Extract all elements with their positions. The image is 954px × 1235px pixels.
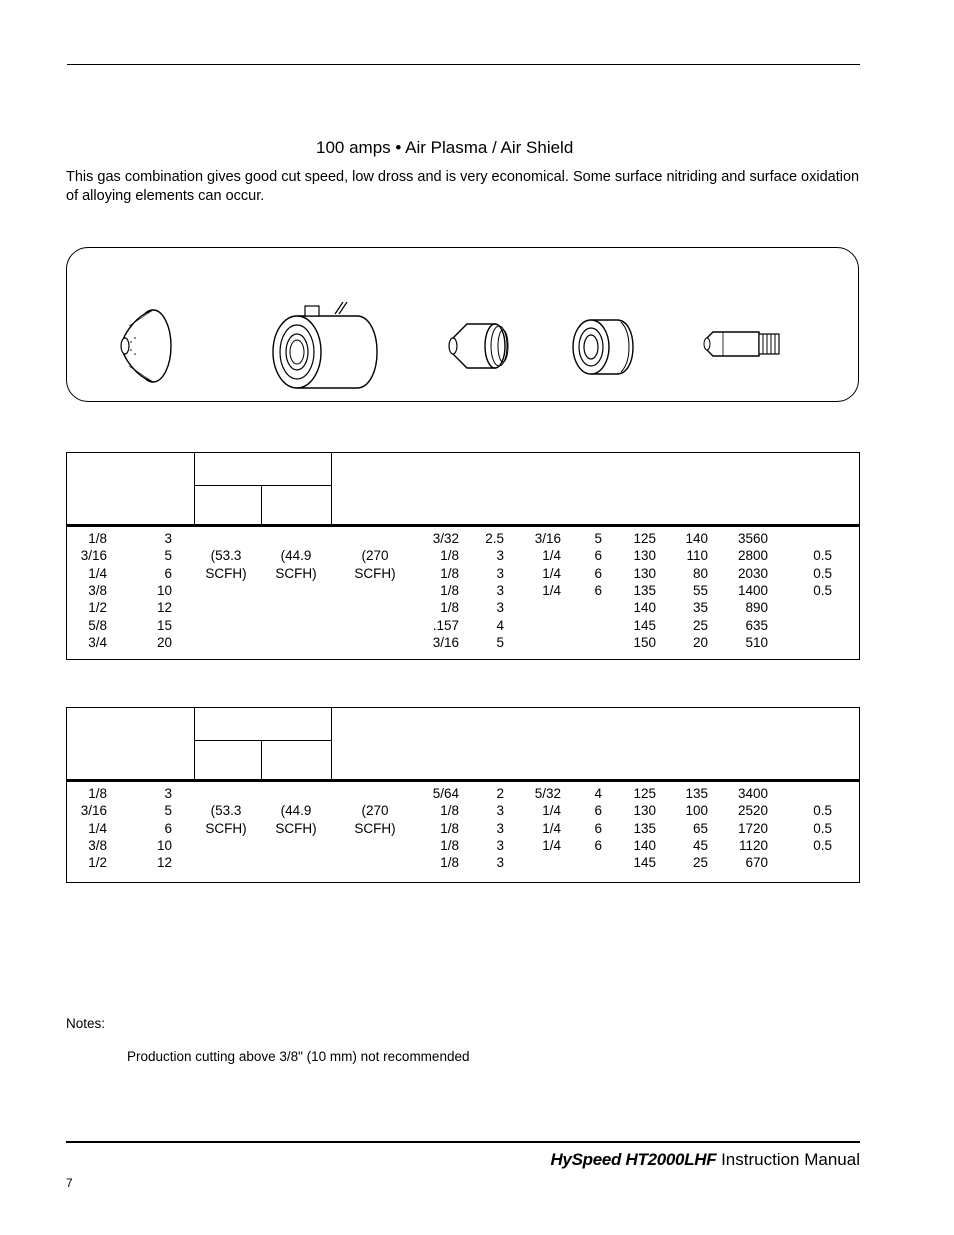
table-cell: 1/8 — [440, 600, 459, 616]
table-cell: 2520 — [737, 803, 768, 819]
table-cell: SCFH) — [354, 820, 396, 836]
table-cell: 2800 — [737, 548, 768, 564]
table-cell: SCFH) — [354, 565, 396, 581]
electrode-icon — [701, 328, 783, 360]
intro-text: This gas combination gives good cut speed, low dross and is very economical. Some surface nitriding and surface oxidation of alloying elements can occur. — [66, 169, 860, 204]
table-cell: 1/4 — [88, 820, 107, 836]
table-cell: 150 — [633, 634, 656, 650]
table-cell: 6 — [594, 548, 602, 564]
table-cell: 135 — [633, 820, 656, 836]
table-cell: 35 — [692, 600, 708, 616]
table-cell: 130 — [633, 565, 656, 581]
table-cell: (270 — [361, 548, 389, 564]
table-cell: 3 — [496, 582, 504, 598]
table-cell: 0.5 — [813, 565, 832, 581]
table-cell: 0.5 — [813, 548, 832, 564]
table-cell: 100 — [685, 803, 708, 819]
product-name: HySpeed HT2000LHF — [550, 1150, 717, 1169]
table-cell: 2.5 — [485, 531, 504, 546]
table-cell: 6 — [594, 803, 602, 819]
table-cell: SCFH) — [275, 820, 317, 836]
table-cell: 135 — [633, 582, 656, 598]
table-cell: 1/8 — [88, 786, 107, 801]
consumables-panel — [66, 247, 859, 402]
table-cell: 10 — [156, 582, 172, 598]
page-number: 7 — [66, 1176, 73, 1190]
table-cell: 5 — [496, 634, 504, 650]
nozzle-icon — [445, 318, 510, 373]
table-cell: 3560 — [737, 531, 768, 546]
table-cell: 5 — [164, 548, 172, 564]
footer-title — [550, 1150, 860, 1170]
table-cell: 2 — [496, 786, 504, 801]
table-cell: 10 — [156, 837, 172, 853]
table-cell: 1/8 — [440, 548, 459, 564]
table-cell: 1/8 — [440, 565, 459, 581]
table-cell: 6 — [164, 820, 172, 836]
notes-label: Notes: — [66, 1016, 106, 1031]
table-cell: 3/8 — [88, 837, 107, 853]
table-cell: 5/8 — [88, 617, 107, 633]
table-cell: 3 — [496, 820, 504, 836]
table-cell: 12 — [156, 855, 172, 871]
table-cell: 6 — [164, 565, 172, 581]
table-cell: 635 — [745, 617, 768, 633]
table-cell: 3400 — [737, 786, 768, 801]
table-cell: 3 — [164, 786, 172, 801]
table-cell: 1/4 — [542, 837, 561, 853]
table-cell: 510 — [745, 634, 768, 650]
table-cell: (44.9 — [280, 803, 312, 819]
table-cell: 3/32 — [432, 531, 459, 546]
footer-rule — [66, 1141, 860, 1143]
table-cell: 3/4 — [88, 634, 107, 650]
table-cell: 3 — [496, 565, 504, 581]
table-cell: 20 — [156, 634, 172, 650]
table-cell: 2030 — [737, 565, 768, 581]
table-cell: 3 — [496, 548, 504, 564]
top-rule — [67, 64, 860, 65]
manual-label: Instruction Manual — [716, 1150, 860, 1169]
table-cell: (53.3 — [210, 803, 242, 819]
table-cell: 3 — [496, 837, 504, 853]
swirl-ring-icon — [569, 316, 637, 378]
table-cell: 3 — [496, 600, 504, 616]
table-cell: 145 — [633, 617, 656, 633]
table-cell: 670 — [745, 855, 768, 871]
table-cell: SCFH) — [275, 565, 317, 581]
section-heading: 100 amps • Air Plasma / Air Shield — [316, 138, 574, 157]
table-cell: 6 — [594, 582, 602, 598]
table-cell: 45 — [692, 837, 708, 853]
table-cell: 3 — [164, 531, 172, 546]
table-cell: 1400 — [737, 582, 768, 598]
table-cell: 1120 — [738, 837, 768, 853]
table-cell: 3 — [496, 803, 504, 819]
table-cell: 80 — [692, 565, 708, 581]
retaining-cap-icon — [267, 300, 382, 395]
table-cell: 3/16 — [80, 548, 107, 564]
table-cell: 55 — [692, 582, 708, 598]
note-item: Production cutting above 3/8" (10 mm) not recommended — [127, 1049, 470, 1064]
table-cell: 1/2 — [88, 600, 107, 616]
table-cell: 3/8 — [88, 582, 107, 598]
table-cell: 140 — [633, 837, 656, 853]
table-cell: 5/32 — [534, 786, 561, 801]
table-cell: .157 — [432, 617, 459, 633]
table-cell: 890 — [745, 600, 768, 616]
table-cell: 0.5 — [813, 803, 832, 819]
table-cell: 1720 — [737, 820, 768, 836]
table-cell: 0.5 — [813, 820, 832, 836]
table-cell: 15 — [156, 617, 172, 633]
table-cell: 1/4 — [542, 582, 561, 598]
table-cell: 1/4 — [88, 565, 107, 581]
table-cell: 25 — [692, 617, 708, 633]
table-cell: 1/4 — [542, 803, 561, 819]
table-cell: 5/64 — [432, 786, 459, 801]
table-cell: 140 — [685, 531, 708, 546]
table-cell: 4 — [594, 786, 602, 801]
table-cell: 5 — [594, 531, 602, 546]
table-cell: 0.5 — [813, 837, 832, 853]
shield-icon — [115, 306, 175, 386]
table-cell: 130 — [633, 803, 656, 819]
table-cell: (44.9 — [280, 548, 312, 564]
table-cell: 3/16 — [80, 803, 107, 819]
table-cell: 1/4 — [542, 565, 561, 581]
table-cell: 6 — [594, 565, 602, 581]
table-cell: 3/16 — [432, 634, 459, 650]
table-cell: 135 — [685, 786, 708, 801]
table-cell: 1/4 — [542, 820, 561, 836]
table-cell: 6 — [594, 837, 602, 853]
table-cell: 1/8 — [440, 803, 459, 819]
table-cell: 3/16 — [534, 531, 561, 546]
cut-chart-table-2 — [66, 707, 860, 883]
table-cell: 110 — [686, 548, 708, 564]
table-cell: 130 — [633, 548, 656, 564]
table-cell: 145 — [633, 855, 656, 871]
cut-chart-table-1 — [66, 452, 860, 660]
table-cell: 1/4 — [542, 548, 561, 564]
table-cell: (53.3 — [210, 548, 242, 564]
table-cell: 1/2 — [88, 855, 107, 871]
table-cell: 0.5 — [813, 582, 832, 598]
table-cell: 25 — [692, 855, 708, 871]
table-cell: 3 — [496, 855, 504, 871]
table-cell: 65 — [692, 820, 708, 836]
table-cell: 1/8 — [440, 582, 459, 598]
table-cell: (270 — [361, 803, 389, 819]
table-cell: 125 — [633, 786, 656, 801]
table-cell: 5 — [164, 803, 172, 819]
table-cell: 1/8 — [88, 531, 107, 546]
table-cell: 1/8 — [440, 820, 459, 836]
table-cell: 20 — [692, 634, 708, 650]
table-cell: SCFH) — [205, 565, 247, 581]
table-cell: 140 — [633, 600, 656, 616]
table-cell: 4 — [496, 617, 504, 633]
table-cell: 12 — [156, 600, 172, 616]
table-cell: 1/8 — [440, 837, 459, 853]
table-cell: 125 — [633, 531, 656, 546]
table-cell: 6 — [594, 820, 602, 836]
table-cell: 1/8 — [440, 855, 459, 871]
table-cell: SCFH) — [205, 820, 247, 836]
